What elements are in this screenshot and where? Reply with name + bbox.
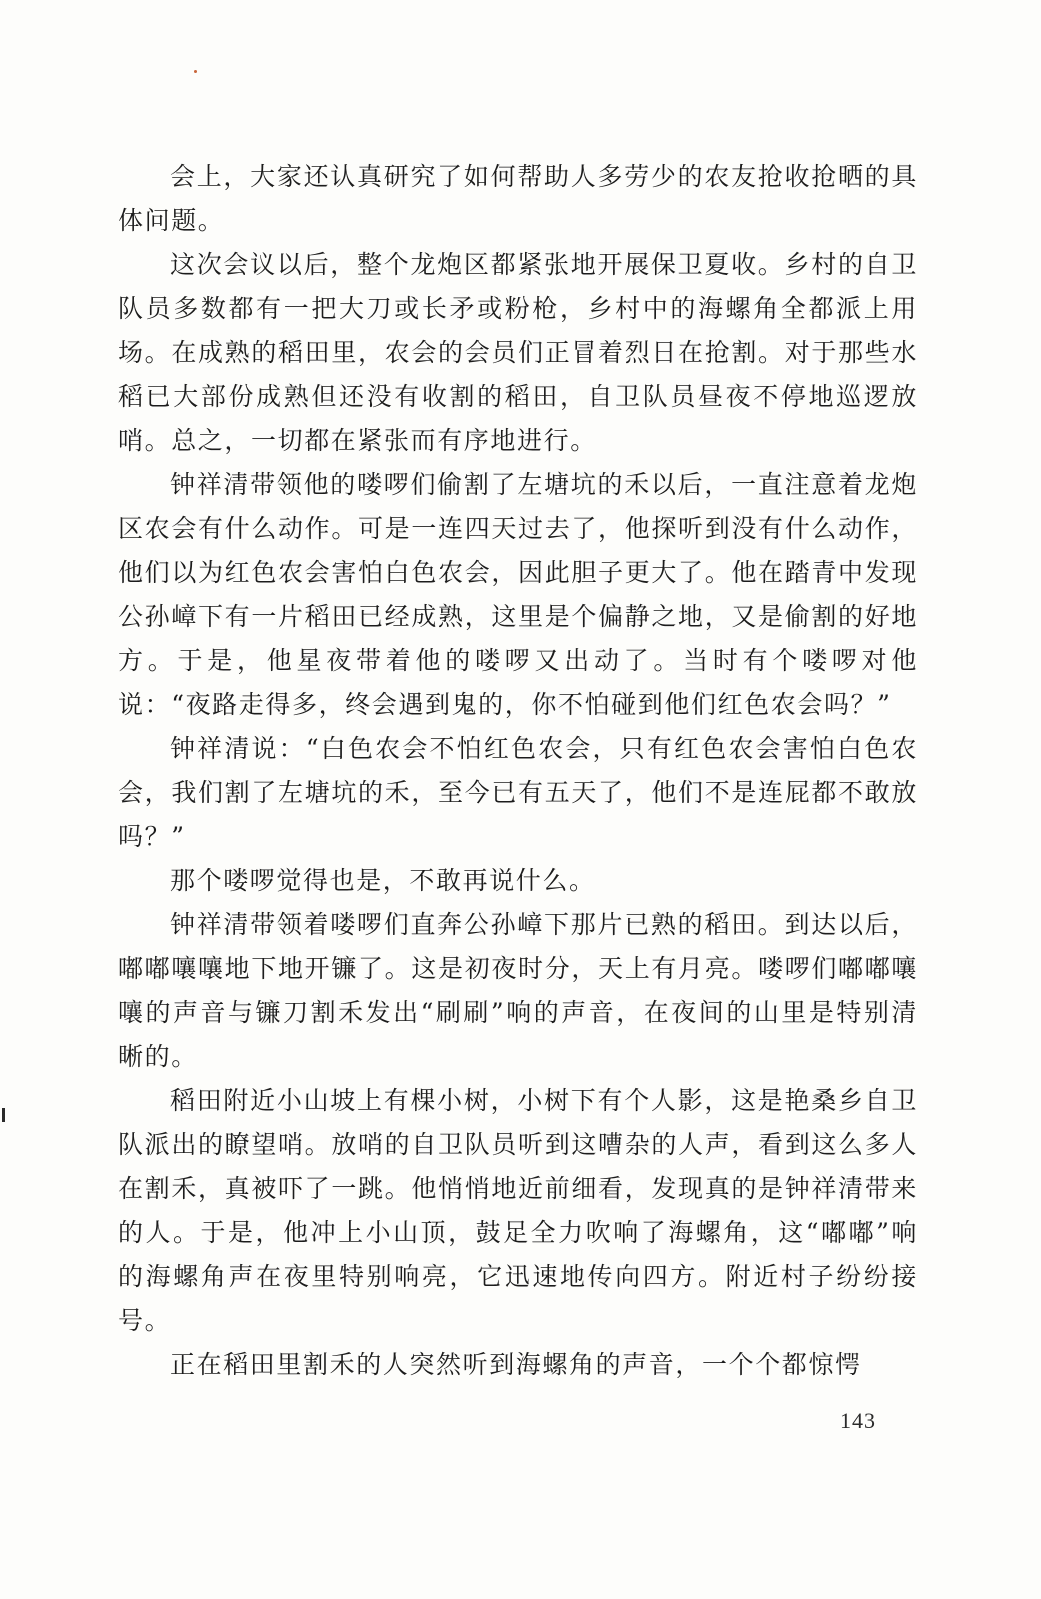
ink-speck xyxy=(194,70,197,73)
paragraph: 这次会议以后，整个龙炮区都紧张地开展保卫夏收。乡村的自卫队员多数都有一把大刀或长矛或粉枪，乡村中的海螺角全都派上用场。在成熟的稻田里，农会的会员们正冒着烈日在抢割。对于那些水稻已大部份成熟但还没有收割的稻田，自卫队员昼夜不停地巡逻放哨。总之，一切都在紧张而有序地进行。 xyxy=(118,250,918,455)
paragraph: 那个喽啰觉得也是，不敢再说什么。 xyxy=(170,866,596,895)
paragraph: 钟祥清说：“白色农会不怕红色农会，只有红色农会害怕白色农会，我们割了左塘坑的禾，至今已有五天了，他们不是连屁都不敢放吗？” xyxy=(118,734,918,851)
scan-edge-mark xyxy=(2,1108,5,1122)
paragraph: 钟祥清带领着喽啰们直奔公孙嶂下那片已熟的稻田。到达以后，嘟嘟嚷嚷地下地开镰了。这是初夜时分，天上有月亮。喽啰们嘟嘟嚷嚷的声音与镰刀割禾发出“刷刷”响的声音，在夜间的山里是特别清晰的。 xyxy=(118,910,918,1071)
paragraph: 正在稻田里割禾的人突然听到海螺角的声音，一个个都惊愕 xyxy=(170,1350,862,1379)
paragraph: 稻田附近小山坡上有棵小树，小树下有个人影，这是艳桑乡自卫队派出的瞭望哨。放哨的自卫队员听到这嘈杂的人声，看到这么多人在割禾，真被吓了一跳。他悄悄地近前细看，发现真的是钟祥清带来的人。于是，他冲上小山顶，鼓足全力吹响了海螺角，这“嘟嘟”响的海螺角声在夜里特别响亮，它迅速地传向四方。附近村子纷纷接号。 xyxy=(118,1086,918,1335)
page-number: 143 xyxy=(840,1408,876,1433)
paragraph: 钟祥清带领他的喽啰们偷割了左塘坑的禾以后，一直注意着龙炮区农会有什么动作。可是一连四天过去了，他探听到没有什么动作，他们以为红色农会害怕白色农会，因此胆子更大了。他在踏青中发现公孙嶂下有一片稻田已经成熟，这里是个偏静之地，又是偷割的好地方。于是，他星夜带着他的喽啰又出动了。当时有个喽啰对他说：“夜路走得多，终会遇到鬼的，你不怕碰到他们红色农会吗？” xyxy=(118,470,918,719)
body-text xyxy=(118,155,918,1387)
paragraph: 会上，大家还认真研究了如何帮助人多劳少的农友抢收抢晒的具体问题。 xyxy=(118,162,918,235)
